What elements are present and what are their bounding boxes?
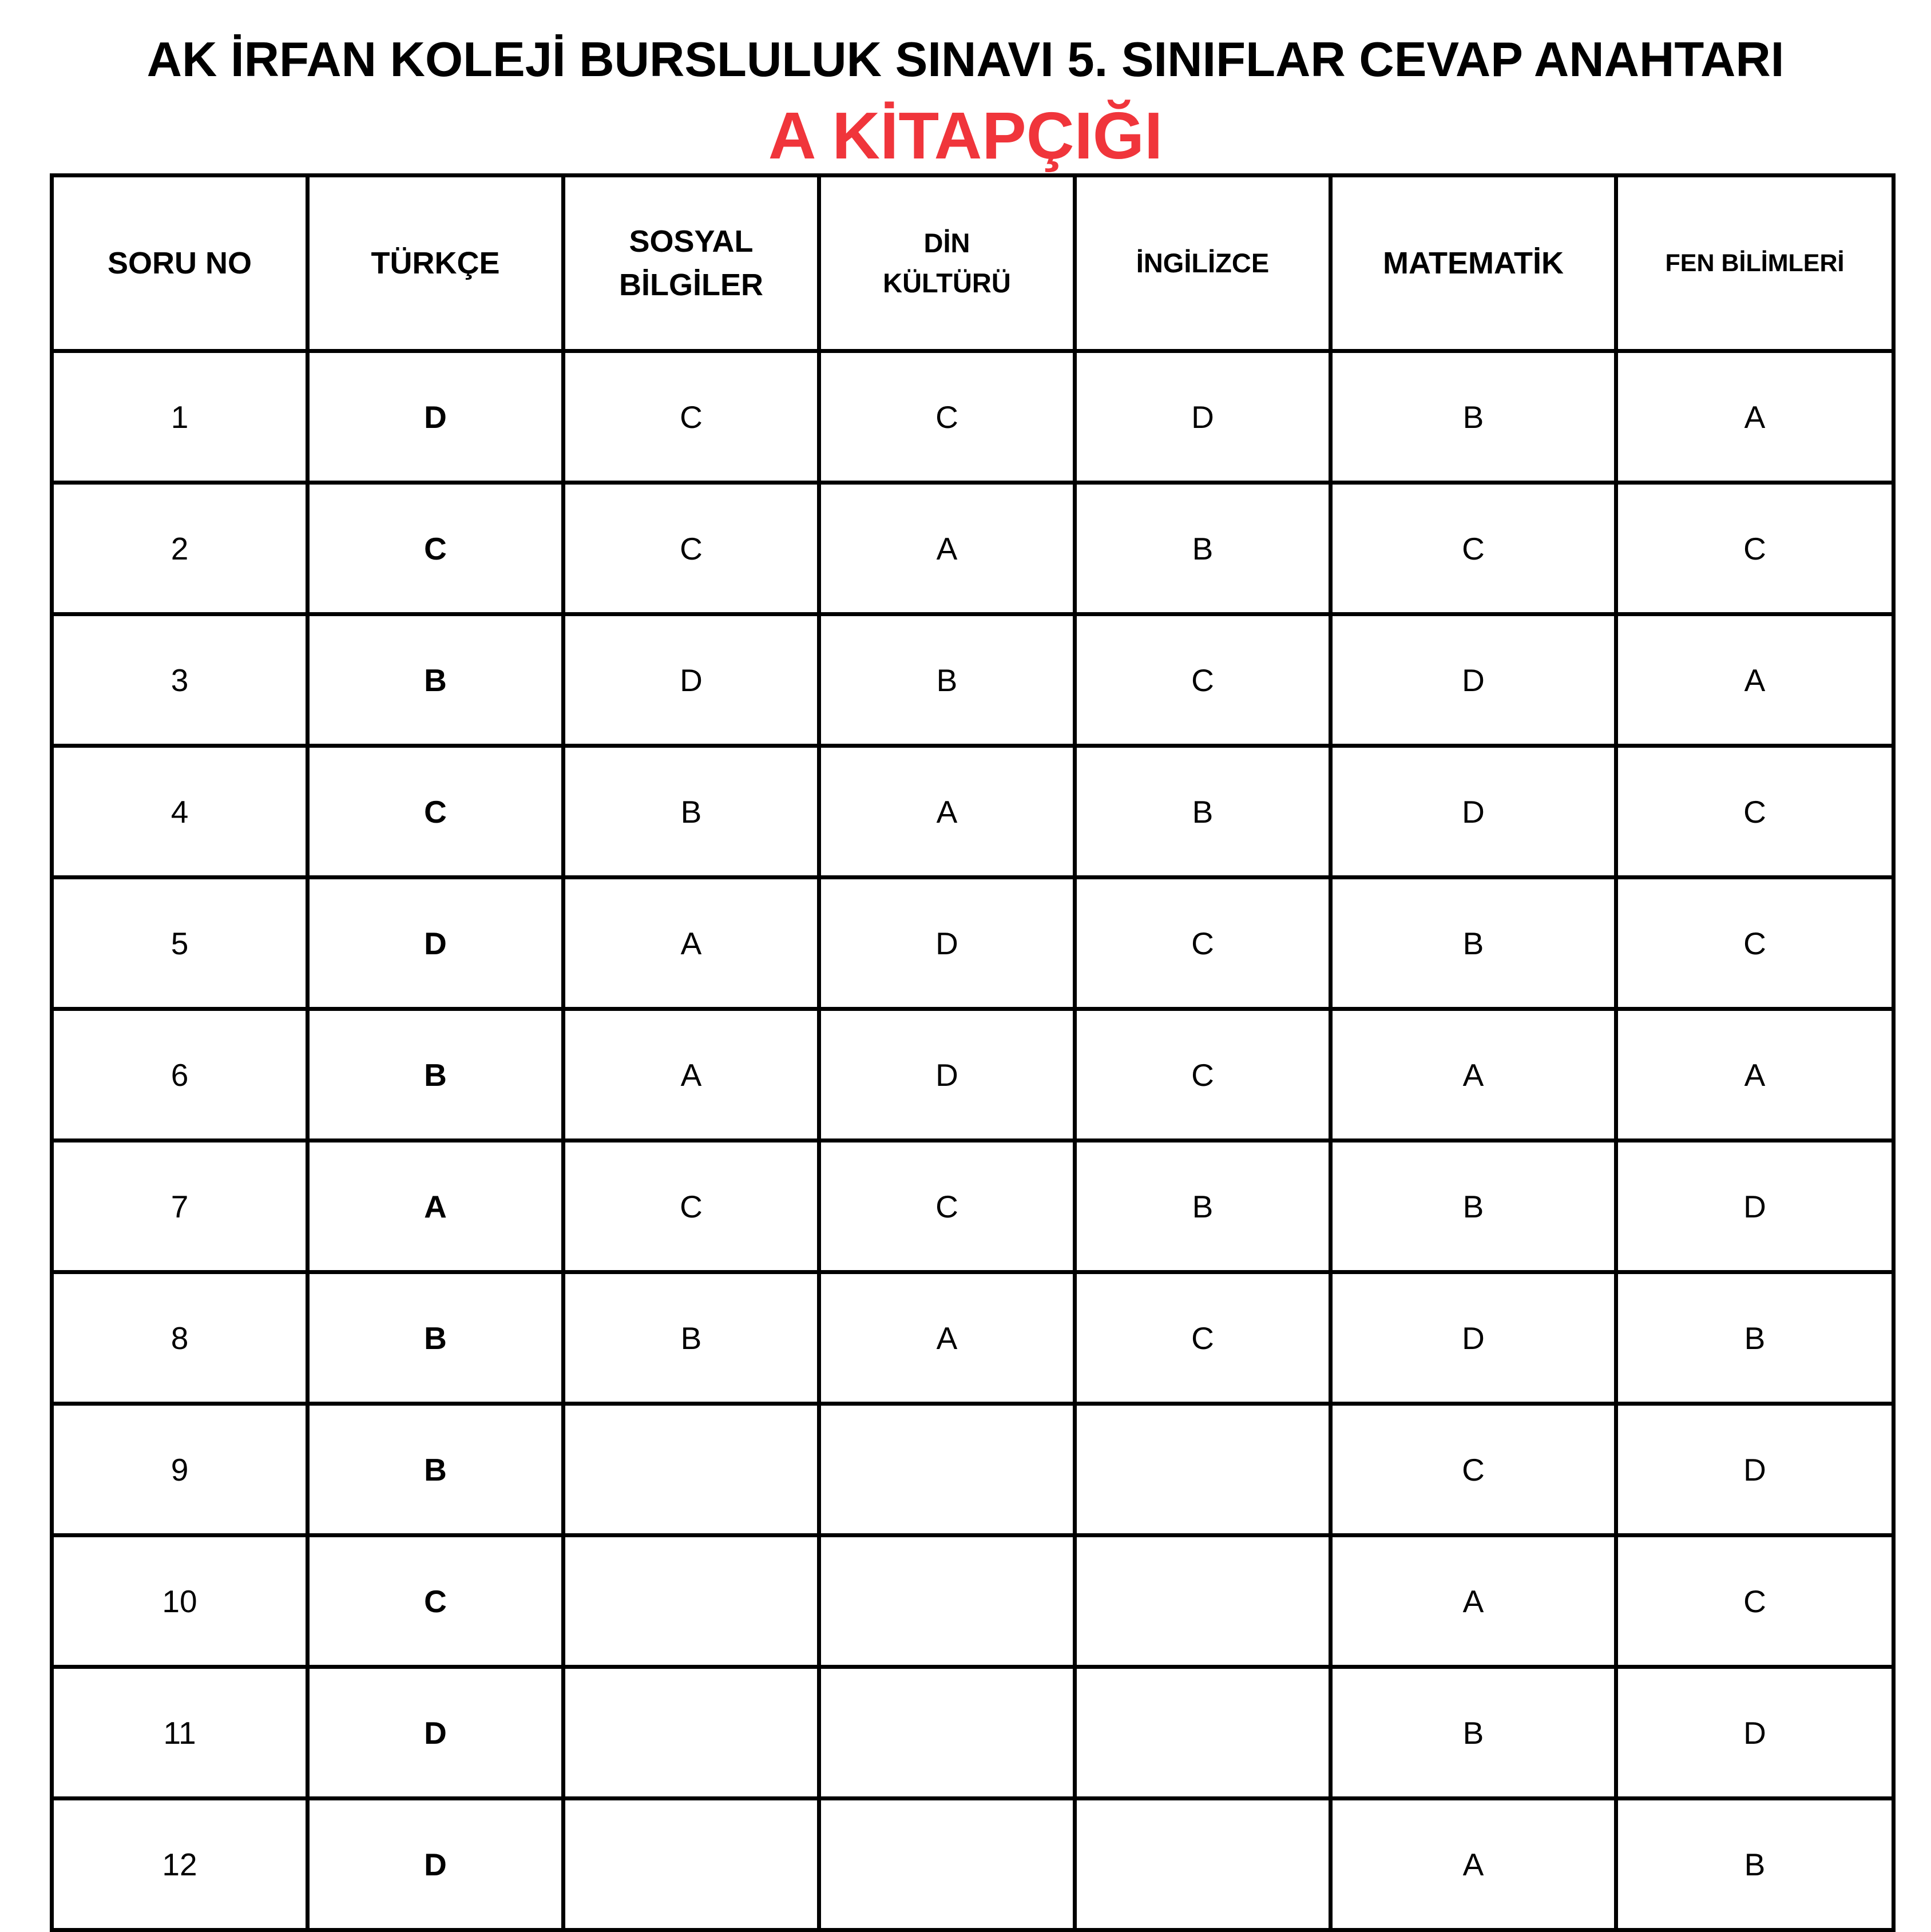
cell-matematik: D	[1331, 614, 1616, 746]
header-fen-bilimleri: FEN BİLİMLERİ	[1616, 176, 1894, 351]
cell-matematik: B	[1331, 351, 1616, 483]
cell-ingilizce: B	[1075, 1141, 1331, 1272]
cell-ingilizce	[1075, 1667, 1331, 1799]
cell-din-kulturu: C	[819, 1141, 1075, 1272]
cell-soru-no: 5	[52, 878, 308, 1009]
cell-fen-bilimleri: D	[1616, 1141, 1894, 1272]
cell-fen-bilimleri: A	[1616, 1009, 1894, 1141]
cell-din-kulturu: B	[819, 614, 1075, 746]
cell-soru-no: 9	[52, 1404, 308, 1536]
booklet-label: A KİTAPÇIĞI	[768, 98, 1163, 173]
cell-din-kulturu: A	[819, 483, 1075, 614]
cell-fen-bilimleri: B	[1616, 1272, 1894, 1404]
header-turkce: TÜRKÇE	[308, 176, 564, 351]
cell-sosyal-bilgiler: C	[564, 483, 819, 614]
cell-ingilizce	[1075, 1536, 1331, 1667]
cell-soru-no: 10	[52, 1536, 308, 1667]
cell-fen-bilimleri: C	[1616, 483, 1894, 614]
cell-din-kulturu	[819, 1667, 1075, 1799]
cell-fen-bilimleri: A	[1616, 351, 1894, 483]
cell-fen-bilimleri: D	[1616, 1404, 1894, 1536]
cell-ingilizce: C	[1075, 878, 1331, 1009]
cell-sosyal-bilgiler: D	[564, 614, 819, 746]
table-row	[52, 1799, 1894, 1930]
header-matematik: MATEMATİK	[1331, 176, 1616, 351]
cell-soru-no: 7	[52, 1141, 308, 1272]
cell-turkce: D	[308, 351, 564, 483]
cell-din-kulturu: A	[819, 746, 1075, 878]
cell-turkce: D	[308, 1799, 564, 1930]
cell-ingilizce	[1075, 1799, 1331, 1930]
cell-matematik: B	[1331, 878, 1616, 1009]
cell-soru-no: 3	[52, 614, 308, 746]
cell-turkce: B	[308, 1272, 564, 1404]
cell-soru-no: 6	[52, 1009, 308, 1141]
cell-fen-bilimleri: B	[1616, 1799, 1894, 1930]
table-row	[52, 1272, 1894, 1404]
cell-sosyal-bilgiler	[564, 1536, 819, 1667]
cell-sosyal-bilgiler: B	[564, 1272, 819, 1404]
cell-soru-no: 2	[52, 483, 308, 614]
cell-sosyal-bilgiler: A	[564, 878, 819, 1009]
table-row	[52, 1141, 1894, 1272]
cell-soru-no: 11	[52, 1667, 308, 1799]
cell-sosyal-bilgiler	[564, 1667, 819, 1799]
document-title: AK İRFAN KOLEJİ BURSLULUK SINAVI 5. SINIFLAR CEVAP ANAHTARI	[146, 33, 1785, 87]
cell-din-kulturu: D	[819, 1009, 1075, 1141]
cell-sosyal-bilgiler: C	[564, 351, 819, 483]
cell-soru-no: 8	[52, 1272, 308, 1404]
cell-din-kulturu: C	[819, 351, 1075, 483]
cell-soru-no: 1	[52, 351, 308, 483]
cell-turkce: B	[308, 614, 564, 746]
cell-ingilizce	[1075, 1404, 1331, 1536]
cell-din-kulturu: D	[819, 878, 1075, 1009]
cell-din-kulturu: A	[819, 1272, 1075, 1404]
cell-fen-bilimleri: C	[1616, 878, 1894, 1009]
table-row	[52, 746, 1894, 878]
cell-ingilizce: D	[1075, 351, 1331, 483]
cell-fen-bilimleri: D	[1616, 1667, 1894, 1799]
cell-matematik: A	[1331, 1536, 1616, 1667]
cell-matematik: A	[1331, 1009, 1616, 1141]
cell-sosyal-bilgiler	[564, 1799, 819, 1930]
cell-din-kulturu	[819, 1536, 1075, 1667]
header-sosyal-bilgiler: SOSYAL BİLGİLER	[564, 176, 819, 351]
cell-ingilizce: C	[1075, 1009, 1331, 1141]
cell-turkce: C	[308, 1536, 564, 1667]
header-soru-no: SORU NO	[52, 176, 308, 351]
cell-sosyal-bilgiler: B	[564, 746, 819, 878]
answer-rows	[52, 351, 1894, 1930]
cell-ingilizce: B	[1075, 746, 1331, 878]
cell-matematik: B	[1331, 1141, 1616, 1272]
answer-key-table	[50, 173, 1896, 1932]
table-row	[52, 351, 1894, 483]
table-row	[52, 1009, 1894, 1141]
table-row	[52, 1404, 1894, 1536]
cell-soru-no: 4	[52, 746, 308, 878]
cell-turkce: A	[308, 1141, 564, 1272]
header-din-kulturu: DİN KÜLTÜRÜ	[819, 176, 1075, 351]
table-row	[52, 614, 1894, 746]
cell-fen-bilimleri: C	[1616, 1536, 1894, 1667]
cell-fen-bilimleri: A	[1616, 614, 1894, 746]
cell-sosyal-bilgiler: A	[564, 1009, 819, 1141]
cell-matematik: C	[1331, 1404, 1616, 1536]
table-row	[52, 1536, 1894, 1667]
cell-turkce: D	[308, 878, 564, 1009]
header-ingilizce: İNGİLİZCE	[1075, 176, 1331, 351]
cell-turkce: D	[308, 1667, 564, 1799]
cell-matematik: A	[1331, 1799, 1616, 1930]
table-row	[52, 483, 1894, 614]
cell-matematik: C	[1331, 483, 1616, 614]
cell-turkce: C	[308, 483, 564, 614]
cell-turkce: B	[308, 1009, 564, 1141]
cell-ingilizce: C	[1075, 614, 1331, 746]
cell-turkce: C	[308, 746, 564, 878]
table-row	[52, 878, 1894, 1009]
cell-matematik: D	[1331, 1272, 1616, 1404]
cell-sosyal-bilgiler	[564, 1404, 819, 1536]
cell-ingilizce: B	[1075, 483, 1331, 614]
cell-matematik: D	[1331, 746, 1616, 878]
cell-din-kulturu	[819, 1799, 1075, 1930]
table-row	[52, 1667, 1894, 1799]
header-row	[52, 176, 1894, 351]
cell-fen-bilimleri: C	[1616, 746, 1894, 878]
cell-turkce: B	[308, 1404, 564, 1536]
cell-matematik: B	[1331, 1667, 1616, 1799]
cell-soru-no: 12	[52, 1799, 308, 1930]
cell-sosyal-bilgiler: C	[564, 1141, 819, 1272]
cell-din-kulturu	[819, 1404, 1075, 1536]
cell-ingilizce: C	[1075, 1272, 1331, 1404]
